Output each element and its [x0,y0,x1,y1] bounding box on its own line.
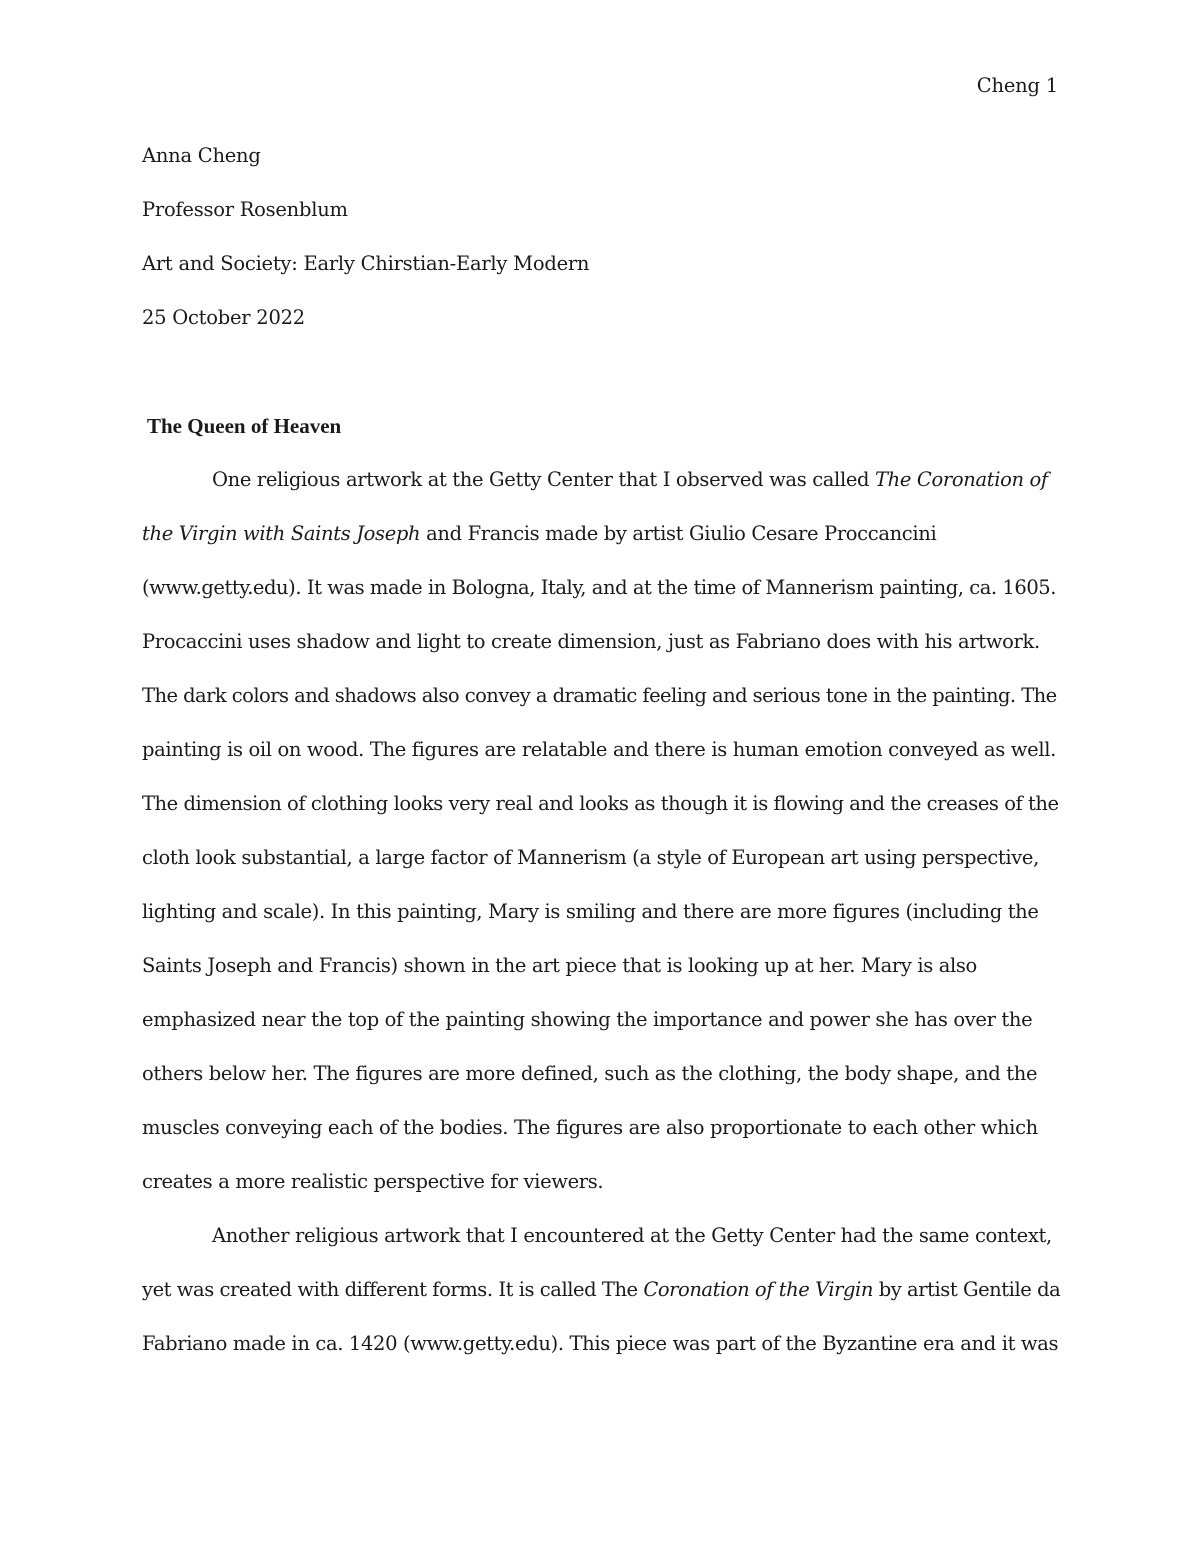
date: 25 October 2022 [142,306,305,329]
paragraph-1-line-14: creates a more realistic perspective for viewers. [142,1170,604,1193]
paragraph-1-line-11: emphasized near the top of the painting showing the importance and power she has over the [142,1008,1033,1031]
paragraph-1-line-12: others below her. The figures are more defined, such as the clothing, the body shape, and the [142,1062,1038,1085]
professor-name: Professor Rosenblum [142,198,348,221]
paragraph-2-line-2 [142,1276,1060,1304]
paragraph-1-line-13: muscles conveying each of the bodies. The figures are also proportionate to each other which [142,1116,1038,1139]
paragraph-1-line-3: (www.getty.edu). It was made in Bologna, Italy, and at the time of Mannerism painting, ca. 1605. [142,576,1057,599]
paragraph-1-line-8: cloth look substantial, a large factor of Mannerism (a style of European art using perspective, [142,846,1039,869]
paragraph-1-line-1 [212,466,1048,494]
paragraph-1-line-9: lighting and scale). In this painting, Mary is smiling and there are more figures (including the [142,900,1039,923]
paragraph-2-line-1: Another religious artwork that I encountered at the Getty Center had the same context, [212,1224,1052,1247]
artwork-title-italic: the Virgin with Saints Joseph [142,522,421,545]
course-name: Art and Society: Early Chirstian-Early Modern [142,252,590,275]
text-run: and Francis made by artist Giulio Cesare Proccancini [420,522,937,545]
essay-title: The Queen of Heaven [147,414,342,438]
artwork-title-italic: The Coronation of [875,468,1048,491]
paragraph-1-line-4: Procaccini uses shadow and light to create dimension, just as Fabriano does with his artwork. [142,630,1040,653]
text-run: One religious artwork at the Getty Center that I observed was called [212,468,876,491]
text-run: by artist Gentile da [872,1278,1061,1301]
paragraph-1-line-5: The dark colors and shadows also convey a dramatic feeling and serious tone in the painting. The [142,684,1057,707]
paragraph-1-line-2 [142,520,936,548]
paragraph-1-line-6: painting is oil on wood. The figures are relatable and there is human emotion conveyed as well. [142,738,1056,761]
artwork-title-italic: Coronation of the Virgin [643,1278,873,1301]
paragraph-1-line-7: The dimension of clothing looks very real and looks as though it is flowing and the creases of the [142,792,1059,815]
paragraph-1-line-10: Saints Joseph and Francis) shown in the art piece that is looking up at her. Mary is also [142,954,977,977]
text-run: yet was created with different forms. It is called The [142,1278,644,1301]
running-head: Cheng 1 [976,74,1058,97]
student-name: Anna Cheng [142,144,261,167]
paragraph-2-line-3: Fabriano made in ca. 1420 (www.getty.edu). This piece was part of the Byzantine era and it was [142,1332,1059,1355]
